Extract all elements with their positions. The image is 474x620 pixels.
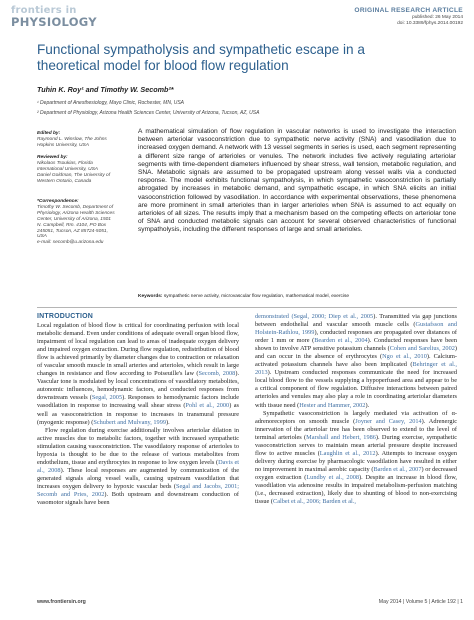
- citation-link[interactable]: Joyner and Casey, 2014: [355, 417, 422, 425]
- citation-link[interactable]: Segal, 2005: [91, 394, 123, 402]
- paragraph: Sympathetic vasoconstriction is largely mediated via activation of α-adrenoreceptors on smooth muscle (Joyner and Casey, 2014). Adrenergic innervation of the arteriolar tree has been observed to extend to the level of terminal arterioles (Marshall and Hebert, 1986). During exercise, sympathetic vasoconstriction serves to maintain mean arterial pressure despite increased flow to active muscles (Laughlin et al., 2012). Attempts to increase oxygen delivery during exercise by pharmacologic vasodilation have resulted in either no improvement in maximal aerobic capacity (Barden et al., 2007) or decreased oxygen extraction (Lundby et al., 2008). Despite an increase in blood flow, vasodilation via adenosine results in impaired metabolism-perfusion matching (i.e., decreased extraction), likely due to shunting of blood to non-exercising tissue (Calbet et al., 2006; Barden et al.,: [255, 409, 458, 506]
- citation-link[interactable]: Behringer et al., 2013: [255, 361, 457, 377]
- logo-line2: PHYSIOLOGY: [11, 15, 97, 29]
- correspondence-line: 245051, Tucson, AZ 85724-5051,: [37, 228, 108, 234]
- correspondence-line: Timothy W. Secomb, Department of: [37, 204, 114, 210]
- article-type: ORIGINAL RESEARCH ARTICLE: [354, 7, 463, 14]
- published-date: published: 26 May 2014: [412, 15, 463, 20]
- citation-link[interactable]: Cohen and Sarelius, 2002: [389, 345, 455, 353]
- reviewed-by: [37, 155, 121, 185]
- body-column-right: [255, 313, 457, 506]
- title-line-2: theoretical model for blood flow regulation: [37, 58, 289, 73]
- citation-link[interactable]: Laughlin et al., 2012: [319, 449, 376, 457]
- citation-link[interactable]: Hester and Hammer, 2002: [299, 401, 366, 409]
- footer-site-link[interactable]: www.frontiersin.org: [37, 599, 86, 605]
- section-heading-introduction: INTRODUCTION: [37, 313, 94, 320]
- citation-link[interactable]: Pohl et al., 2000: [185, 402, 230, 410]
- reviewer-line: Western Ontario, Canada: [37, 178, 92, 184]
- keywords: [138, 294, 456, 300]
- affiliation-2: ² Department of Physiology, Arizona Health Sciences Center, University of Arizona, Tucson, AZ, USA: [37, 110, 260, 116]
- paragraph: Flow regulation during exercise additionally involves arteriolar dilation in active muscles due to metabolic factors, together with increased sympathetic stimulation causing vasoconstriction. The vasodilatory response of arterioles to hypoxia is thought to be due to the release of various metabolites from endothelium, tissue and erythrocytes in response to low oxygen levels (Davis et al., 2008). These local responses are augmented by communication of the generated signals along vessel walls, causing upstream vasodilation that increases oxygen delivery to hypoxic vascular beds (Segal and Jacobs, 2001; Secomb and Pries, 2002). Both upstream and downstream conduction of vasomotor signals have been: [37, 426, 239, 507]
- keywords-label: Keywords:: [138, 294, 163, 299]
- title-line-1: Functional sympatholysis and sympathetic escape in a: [37, 42, 365, 57]
- authors: Tuhin K. Roy¹ and Timothy W. Secomb²*: [37, 85, 174, 94]
- section-divider: [37, 307, 457, 308]
- doi-link[interactable]: doi: 10.3389/fphys.2014.00192: [397, 20, 463, 26]
- editor-line: Hopkins University, USA: [37, 142, 89, 148]
- article-meta: [354, 7, 463, 26]
- paragraph: demonstrated (Segal, 2000; Diep et al., 2005). Transmitted via gap junctions between endothelial and vascular smooth muscle cells (Gustafsson and Holstein-Rathlou, 1999), conducted responses are propagated over distances of order 1 mm or more (Bearden et al., 2004). Conducted responses have been shown to involve ATP sensitive potassium channels (Cohen and Sarelius, 2002) and can occur in the absence of erythrocytes (Ngo et al., 2010). Calcium-activated potassium channels have also been implicated (Behringer et al., 2013). Upstream conducted responses communicate the need for increased local blood flow to the vessels supplying a hypoperfused area and appear to be a critical component of flow regulation. Diffusive interactions between paired arterioles and venules may also play a role in coordinating arteriolar diameters with tissue need (Hester and Hammer, 2002).: [255, 313, 457, 409]
- citation-link[interactable]: Ngo et al., 2010: [382, 353, 427, 361]
- citation-link[interactable]: demonstrated (Segal, 2000; Diep et al., 2005: [255, 313, 374, 320]
- citation-link[interactable]: Calbet et al., 2006; Barden et al.,: [273, 498, 356, 506]
- abstract: A mathematical simulation of flow regulation in vascular networks is used to investigate the interaction between arteriolar vasoconstriction due to sympathetic nerve activity (SNA) and vasodilation due to increased oxygen demand. A network with 13 vessel segments in series is used, each segment representing a different size range of arterioles or venules. The network includes five actively regulating arteriolar segments with time-dependent diameters influenced by shear stress, wall tension, metabolic regulation, and SNA. Metabolic signals are assumed to be propagated upstream along vessel walls via a conducted response. The model exhibits functional sympatholysis, in which sympathetic vasoconstriction is partially abrogated by increases in metabolic demand, and sympathetic escape, in which SNA elicits an initial vasoconstriction followed by vasodilation. In accordance with experimental observations, these phenomena are more prominent in small arterioles than in larger arterioles when SNA is assumed to act equally on arterioles of all sizes. The results imply that a mechanism based on the competing effects on arteriolar tone of SNA and conducted metabolic signals can account for several observed characteristics of functional sympatholysis, including the different responses of large and small arterioles.: [138, 128, 456, 234]
- correspondence-line: N. Campbell, Rm. 4104, PO Box: [37, 222, 107, 228]
- correspondence-line: Center, University of Arizona, 1501: [37, 216, 111, 222]
- reviewer-line: Nikolaos Tsoukias, Florida: [37, 160, 93, 166]
- citation-link[interactable]: Secomb, 2008: [198, 370, 236, 378]
- correspondence-line: USA: [37, 234, 47, 240]
- reviewed-label: Reviewed by:: [37, 155, 68, 160]
- citation-link[interactable]: Davis et al., 2008: [37, 458, 239, 474]
- edited-label: Edited by:: [37, 131, 61, 136]
- email-link[interactable]: e-mail: secomb@u.arizona.edu: [37, 240, 104, 246]
- citation-link[interactable]: Marshall and Hebert, 1986: [306, 433, 376, 441]
- citation-link[interactable]: Gustafsson and Holstein-Rathlou, 1999: [255, 321, 457, 337]
- citation-link[interactable]: Barden et al., 2007: [373, 465, 422, 473]
- journal-logo: [11, 6, 101, 28]
- edited-by: [37, 131, 121, 149]
- citation-link[interactable]: Segal and Jacobs, 2001; Secomb and Pries, 2002: [37, 482, 239, 498]
- paragraph: Local regulation of blood flow is critical for coordinating perfusion with local metabolic demand. Even under conditions of adequate overall organ blood flow, impairment of local regulation can lead to areas of inadequate oxygen delivery and impaired oxygen extraction. During flow regulation, redistribution of blood flow is achieved primarily by diameter changes due to contraction or relaxation of vascular smooth muscle in small arteries and arterioles, which result in large changes in resistance and flow according to Poiseuille's law (Secomb, 2008). Vascular tone is modulated by local concentrations of vasodilatory metabolites, autonomic influences, hemodynamic factors, and conducted responses from downstream vessels (Segal, 2005). Responses to hemodynamic factors include vasodilation in response to increasing wall shear stress (Pohl et al., 2000) as well as vasoconstriction in response to increases in transmural pressure (myogenic response) (Schubert and Mulvany, 1999).: [37, 322, 240, 426]
- reviewer-line: Daniel Goldman, The University of: [37, 172, 111, 178]
- body-column-left: [37, 322, 239, 507]
- article-title: [37, 42, 457, 74]
- logo-line1: frontiers in: [11, 5, 77, 16]
- correspondence-label: *Correspondence:: [37, 199, 79, 204]
- citation-link[interactable]: Lundby et al., 2008: [306, 473, 360, 481]
- keywords-text: sympathetic nerve activity, microvascular flow regulation, mathematical model, exercise: [163, 294, 350, 299]
- citation-link[interactable]: Schubert and Mulvany, 1999: [93, 418, 167, 426]
- affiliation-1: ¹ Department of Anesthesiology, Mayo Clinic, Rochester, MN, USA: [37, 100, 185, 106]
- correspondence-line: Physiology, Arizona Health Sciences: [37, 210, 115, 216]
- correspondence: [37, 199, 121, 246]
- citation-link[interactable]: Bearden et al., 2004: [314, 337, 368, 345]
- editor-line: Raymond L. Winslow, The Johns: [37, 136, 107, 142]
- footer-issue-info: May 2014 | Volume 5 | Article 192 | 1: [378, 599, 463, 605]
- reviewer-line: International University, USA: [37, 166, 98, 172]
